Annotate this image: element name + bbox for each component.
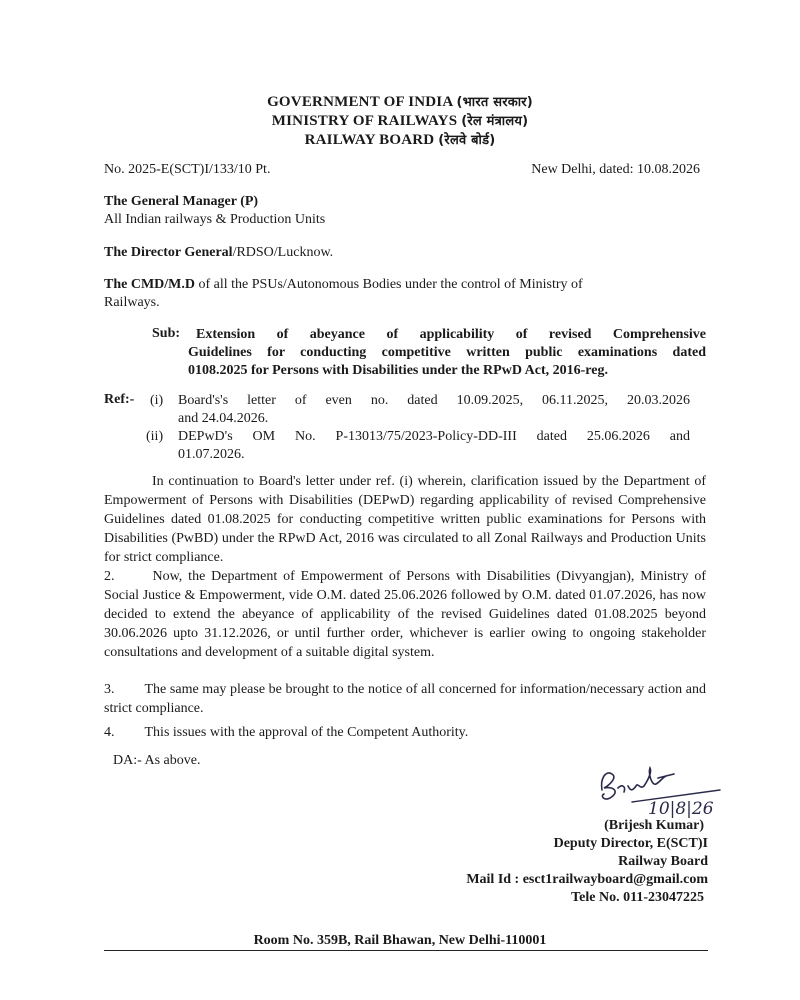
- reference-2: DEPwD's OM No. P-13013/75/2023-Policy-DD-III dated 25.06.2026 and 01.07.2026.: [178, 429, 690, 462]
- paragraph-4: 4. This issues with the approval of the Competent Authority.: [104, 725, 469, 740]
- subject-label: Sub:: [152, 326, 181, 341]
- header-line-3: RAILWAY BOARD (रेलवे बोर्ड): [304, 132, 496, 148]
- footer-rule: [104, 950, 708, 951]
- paragraph-3: 3. The same may please be brought to the notice of all concerned for information/necessary action and strict compliance.: [104, 682, 706, 716]
- reference-label: Ref:-: [104, 392, 135, 407]
- reference-1: Board's's letter of even no. dated 10.09.2025, 06.11.2025, 20.03.2026 and 24.04.2026.: [178, 393, 690, 426]
- letter-date: New Delhi, dated: 10.08.2026: [531, 162, 700, 177]
- addressee-2: The Director General/RDSO/Lucknow.: [104, 245, 334, 260]
- header-line-2: MINISTRY OF RAILWAYS (रेल मंत्रालय): [271, 113, 529, 129]
- reference-1-num: (i): [150, 393, 164, 408]
- signatory-designation: Deputy Director, E(SCT)I: [553, 836, 708, 851]
- addressee-1-sub: All Indian railways & Production Units: [104, 212, 326, 227]
- footer-address: Room No. 359B, Rail Bhawan, New Delhi-110001: [253, 933, 547, 948]
- reference-2-num: (ii): [146, 429, 164, 444]
- paragraph-2: 2. Now, the Department of Empowerment of Persons with Disabilities (Divyangjan), Ministry of Social Justice & Empowerment, vide O.M. dated 25.06.2026 followed by O.M. dated 01.07.2026, has now decided to extend the abeyance of applicability of the revised Guidelines dated 01.08.2025 beyond 30.06.2026 upto 31.12.2026, or until further order, whichever is earlier owing to ongoing stakeholder consultations and development of a suitable digital system.: [104, 569, 706, 660]
- enclosure-note: DA:- As above.: [113, 753, 201, 768]
- addressee-3: The CMD/M.D of all the PSUs/Autonomous Bodies under the control of Ministry of Railways.: [104, 277, 583, 310]
- signature-date: 10|8|26: [648, 799, 714, 819]
- letter-number: No. 2025-E(SCT)I/133/10 Pt.: [104, 162, 271, 177]
- signatory-phone: Tele No. 011-23047225: [571, 890, 704, 905]
- signatory-office: Railway Board: [618, 854, 708, 869]
- addressee-1-title: The General Manager (P): [104, 194, 259, 209]
- handwritten-signature: [592, 764, 742, 820]
- paragraph-1: In continuation to Board's letter under ref. (i) wherein, clarification issued by the Department of Empowerment of Persons with Disabilities (DEPwD) regarding applicability of revised Comprehensive Guidelines dated 01.08.2025 for conducting competitive written public examinations for Persons with Disabilities (PwBD) under the RPwD Act, 2016 was circulated to all Zonal Railways and Production Units for strict compliance.: [104, 474, 706, 565]
- subject-text: Extension of abeyance of applicability of revised Comprehensive Guidelines for conducting competitive written public examinations dated 0108.2025 for Persons with Disabilities under the RPwD Act, 2016-reg.: [188, 327, 706, 378]
- header-line-1: GOVERNMENT OF INDIA (भारत सरकार): [267, 94, 533, 110]
- email-link[interactable]: esct1railwayboard@gmail.com: [522, 872, 708, 887]
- signatory-name: (Brijesh Kumar): [604, 818, 704, 833]
- signatory-email: Mail Id : esct1railwayboard@gmail.com: [466, 872, 708, 887]
